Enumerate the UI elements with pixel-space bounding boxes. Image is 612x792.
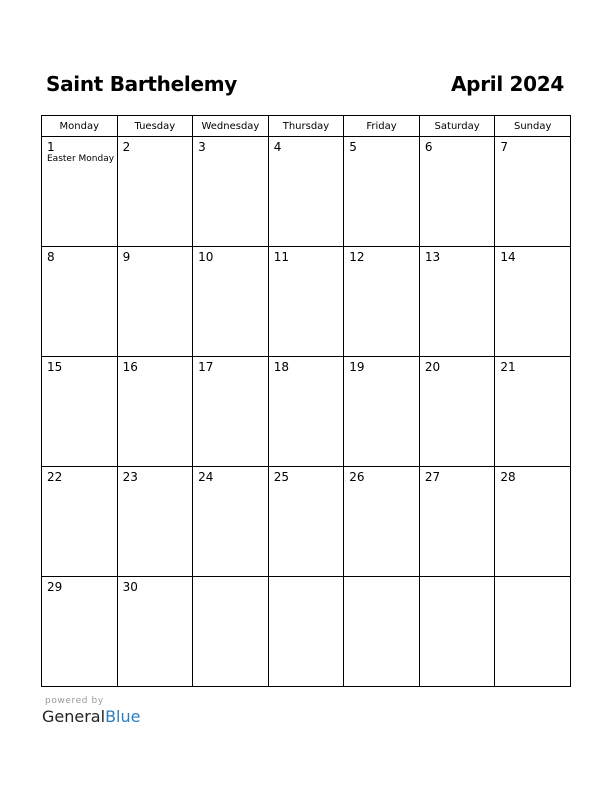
day-number: 29 — [47, 580, 63, 594]
day-cell — [268, 577, 344, 687]
day-cell — [495, 577, 571, 687]
day-cell — [268, 357, 344, 467]
day-cell — [117, 247, 193, 357]
day-cell — [344, 577, 420, 687]
day-number: 14 — [500, 250, 516, 264]
day-number: 11 — [273, 250, 289, 264]
week-row — [42, 467, 571, 577]
weekday-header: Wednesday — [193, 116, 269, 137]
day-cell — [344, 357, 420, 467]
weekday-header: Tuesday — [117, 116, 193, 137]
day-number: 2 — [122, 140, 131, 154]
day-cell — [42, 247, 118, 357]
weekday-header: Monday — [42, 116, 118, 137]
brand-logo — [42, 707, 140, 727]
day-number: 18 — [273, 360, 289, 374]
day-number: 13 — [424, 250, 441, 264]
day-cell — [344, 467, 420, 577]
day-number: 3 — [198, 140, 206, 154]
day-number: 27 — [424, 470, 441, 484]
day-cell — [42, 467, 118, 577]
day-cell — [495, 247, 571, 357]
day-cell — [344, 137, 420, 247]
day-number: 26 — [349, 470, 365, 484]
day-cell — [42, 577, 118, 687]
day-number — [495, 577, 570, 580]
day-cell — [42, 137, 118, 247]
day-number — [420, 577, 495, 580]
holiday-label: Easter Monday — [47, 154, 115, 164]
day-cell — [268, 247, 344, 357]
day-number: 10 — [198, 250, 214, 264]
day-cell — [495, 357, 571, 467]
day-number: 25 — [273, 470, 289, 484]
brand-name-part1: General — [42, 707, 106, 726]
week-row — [42, 357, 571, 467]
day-number: 7 — [500, 140, 509, 154]
day-number: 22 — [47, 470, 63, 484]
day-cell — [117, 467, 193, 577]
day-cell — [268, 467, 344, 577]
day-number: 19 — [349, 360, 365, 374]
day-cell — [344, 247, 420, 357]
day-cell — [419, 357, 495, 467]
day-cell — [117, 577, 193, 687]
week-row — [42, 247, 571, 357]
month-year-title: April 2024 — [451, 72, 564, 96]
footer-branding — [42, 696, 140, 727]
day-number: 6 — [424, 140, 433, 154]
day-cell — [193, 357, 269, 467]
day-number: 1 — [47, 140, 55, 154]
weekday-header-row — [42, 116, 571, 137]
day-number: 4 — [273, 140, 282, 154]
day-cell — [193, 137, 269, 247]
day-number: 28 — [500, 470, 516, 484]
day-cell — [193, 467, 269, 577]
day-cell — [42, 357, 118, 467]
day-number — [193, 577, 268, 580]
day-cell — [419, 577, 495, 687]
day-cell — [117, 357, 193, 467]
weekday-header: Thursday — [268, 116, 344, 137]
calendar-grid — [41, 115, 571, 687]
day-number: 15 — [47, 360, 63, 374]
day-number: 8 — [47, 250, 55, 264]
weekday-header: Saturday — [419, 116, 495, 137]
day-number: 21 — [500, 360, 516, 374]
day-cell — [419, 467, 495, 577]
day-number: 17 — [198, 360, 214, 374]
day-cell — [419, 247, 495, 357]
brand-name-part2: Blue — [105, 707, 141, 726]
day-cell — [117, 137, 193, 247]
day-number: 23 — [122, 470, 138, 484]
day-number: 12 — [349, 250, 365, 264]
week-row — [42, 577, 571, 687]
day-cell — [495, 137, 571, 247]
day-number: 16 — [122, 360, 138, 374]
day-cell — [193, 247, 269, 357]
day-cell — [495, 467, 571, 577]
day-number: 20 — [424, 360, 441, 374]
day-number: 30 — [122, 580, 138, 594]
powered-by-text: powered by — [45, 696, 104, 706]
week-row — [42, 137, 571, 247]
weekday-header: Friday — [344, 116, 420, 137]
day-number: 5 — [349, 140, 357, 154]
day-number: 24 — [198, 470, 214, 484]
day-cell — [268, 137, 344, 247]
weekday-header: Sunday — [495, 116, 571, 137]
day-number — [344, 577, 419, 580]
day-number — [269, 577, 344, 580]
day-cell — [193, 577, 269, 687]
country-title: Saint Barthelemy — [46, 72, 237, 96]
day-number: 9 — [122, 250, 131, 264]
day-cell — [419, 137, 495, 247]
